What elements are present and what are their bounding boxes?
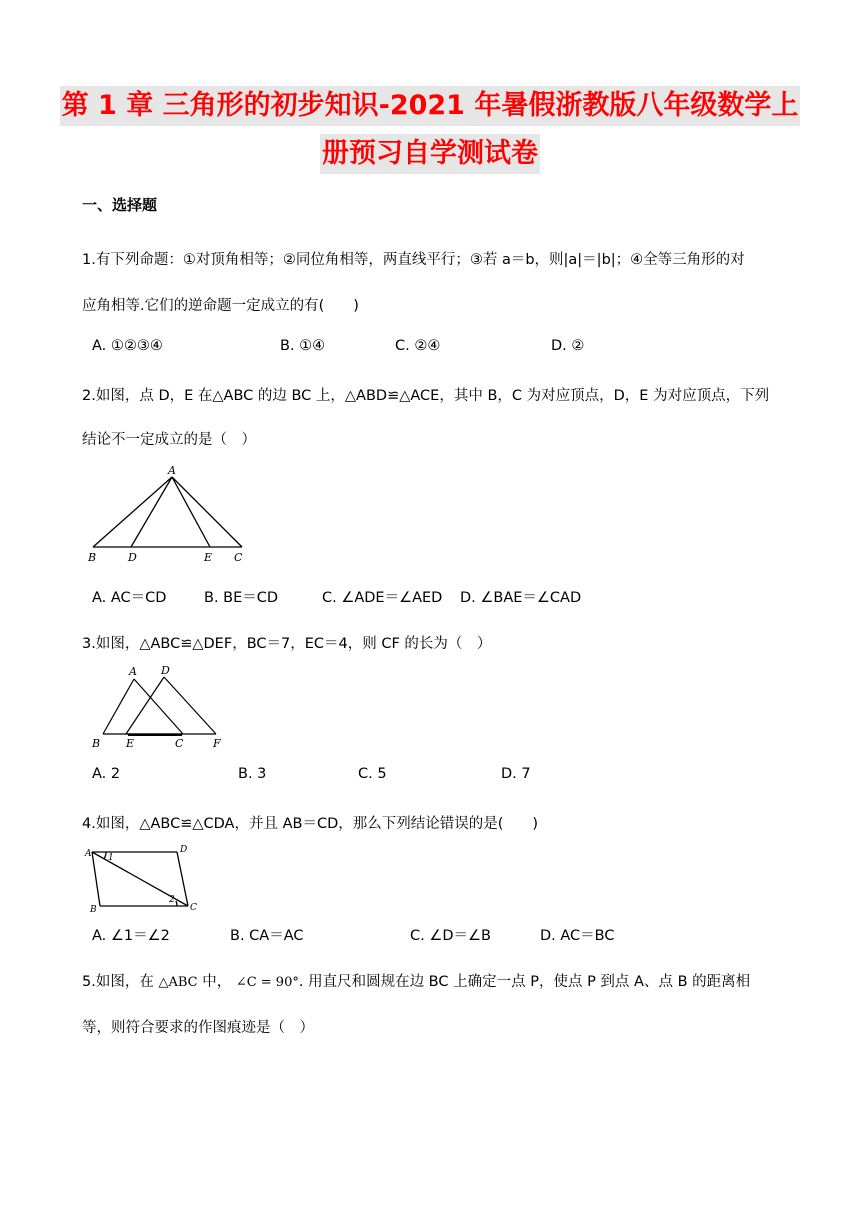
q5-text-a: 5.如图，在: [82, 974, 159, 990]
q4-line-1: 4.如图，△ABC≌△CDA，并且 AB＝CD，那么下列结论错误的是( ): [82, 816, 539, 832]
q3-triangles-figure: [88, 662, 232, 752]
q4-label-d: D: [180, 845, 188, 855]
q2-label-b: B: [88, 551, 97, 564]
q3-option-d: D. 7: [501, 766, 531, 782]
q5-text-b: 中，: [197, 974, 236, 990]
doc-title-line-2: [0, 134, 860, 174]
q3-label-d: D: [161, 664, 170, 677]
q2-triangle-figure: [84, 462, 254, 568]
q1-option-d: D. ②: [551, 338, 585, 354]
q4-option-c: C. ∠D＝∠B: [410, 928, 491, 944]
q4-option-b: B. CA＝AC: [230, 928, 304, 944]
q3-label-b: B: [92, 737, 101, 750]
q3-label-f: F: [213, 737, 221, 750]
q3-line-1: 3.如图，△ABC≌△DEF，BC＝7，EC＝4，则 CF 的长为（ ）: [82, 636, 492, 652]
q1-line-2: 应角相等.它们的逆命题一定成立的有( ): [82, 298, 359, 314]
q4-label-angle-2: 2: [169, 895, 175, 905]
q5-math-triangle: △ABC: [158, 975, 198, 990]
q4-option-d: D. AC＝BC: [540, 928, 615, 944]
q2-label-c: C: [234, 551, 243, 564]
q5-line-1: [82, 970, 750, 991]
doc-title-text-2: 册预习自学测试卷: [320, 134, 540, 174]
q2-option-d: D. ∠BAE＝∠CAD: [460, 590, 582, 606]
q4-parallelogram-figure: [84, 840, 208, 916]
q3-option-c: C. 5: [358, 766, 387, 782]
q2-option-a: A. AC＝CD: [92, 590, 167, 606]
q5-line-2: 等，则符合要求的作图痕迹是（ ）: [82, 1020, 314, 1036]
q5-text-c: . 用直尺和圆规在边 BC 上确定一点 P，使点 P 到点 A、点 B 的距离相: [298, 974, 751, 990]
q4-label-a: A: [85, 849, 92, 859]
q1-line-1: 1.有下列命题：①对顶角相等；②同位角相等，两直线平行；③若 a＝b，则|a|＝|b|；④全等三角形的对: [82, 252, 745, 268]
section-heading: 一、选择题: [82, 196, 158, 214]
q1-option-a: A. ①②③④: [92, 338, 163, 354]
q3-label-c: C: [175, 737, 184, 750]
q4-label-angle-1: 1: [108, 853, 114, 863]
q3-label-e: E: [126, 737, 135, 750]
q1-option-c: C. ②④: [395, 338, 441, 354]
q2-line-2: 结论不一定成立的是（ ）: [82, 432, 256, 448]
q4-option-a: A. ∠1＝∠2: [92, 928, 170, 944]
q1-option-b: B. ①④: [280, 338, 326, 354]
q2-option-c: C. ∠ADE＝∠AED: [322, 590, 443, 606]
q4-label-c: C: [190, 903, 197, 913]
q2-label-d: D: [128, 551, 137, 564]
q3-option-a: A. 2: [92, 766, 121, 782]
q2-label-e: E: [204, 551, 213, 564]
q2-option-b: B. BE＝CD: [204, 590, 279, 606]
q5-math-angle: ∠C = 90°: [235, 975, 299, 990]
q2-label-a: A: [168, 464, 176, 477]
q3-label-a: A: [129, 665, 137, 678]
q2-line-1: 2.如图，点 D，E 在△ABC 的边 BC 上，△ABD≌△ACE，其中 B，C 为对应顶点，D，E 为对应顶点，下列: [82, 388, 770, 404]
doc-title-text-1: 第 1 章 三角形的初步知识-2021 年暑假浙教版八年级数学上: [60, 86, 801, 126]
doc-title-line-1: [0, 86, 860, 126]
q3-option-b: B. 3: [238, 766, 267, 782]
q4-label-b: B: [90, 905, 97, 915]
